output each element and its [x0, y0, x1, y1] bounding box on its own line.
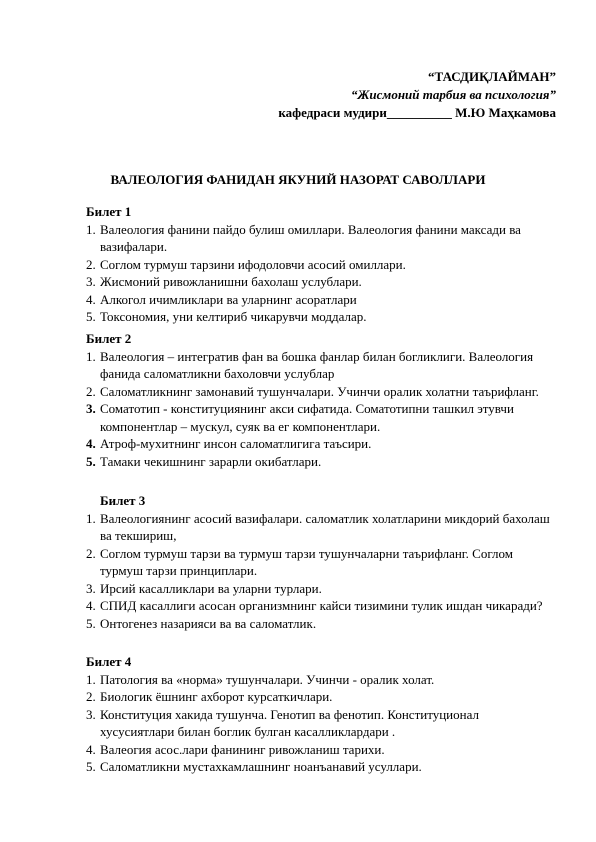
- question-list: [86, 221, 556, 326]
- question-text: Валеологиянинг асосий вазифалари. саломатлик холатларини микдорий бахолаш ва текшириш,: [100, 510, 550, 543]
- question-item: [86, 383, 556, 401]
- question-text: Соглом турмуш тарзи ва турмуш тарзи тушунчаларни таърифланг. Соглом турмуш тарзи принциплари.: [100, 545, 513, 578]
- question-number: 5.: [86, 309, 96, 324]
- ticket-3: [86, 492, 556, 632]
- question-list: [86, 348, 556, 471]
- question-text: Биологик ёшнинг ахборот курсаткичлари.: [100, 689, 333, 704]
- question-text: Валеология – интегратив фан ва бошка фанлар билан богликлиги. Валеология фанида саломатликни бахоловчи услублар: [100, 348, 534, 381]
- question-text: Жисмоний ривожланишни бахолаш услублари.: [100, 274, 362, 289]
- question-text: Алкогол ичимликлари ва уларнинг асоратлари: [100, 291, 357, 307]
- question-item: [86, 348, 556, 383]
- question-number: 2.: [86, 383, 96, 399]
- question-number: 2.: [86, 256, 96, 272]
- question-number: 4.: [86, 741, 96, 757]
- question-text: СПИД касаллиги асосан организмнинг кайси тизимини тулик ишдан чикаради?: [100, 598, 543, 613]
- ticket-2: [86, 330, 556, 470]
- question-item: [86, 291, 556, 309]
- approval-block: [278, 68, 556, 122]
- question-item: [86, 741, 556, 759]
- question-item: [86, 256, 556, 274]
- question-number: 2.: [86, 689, 96, 704]
- question-number: 3.: [86, 706, 96, 722]
- question-text: Токсономия, уни келтириб чикарувчи моддалар.: [100, 309, 367, 324]
- question-number: 5.: [86, 759, 96, 774]
- question-item: [86, 688, 556, 706]
- question-number: 3.: [86, 401, 96, 416]
- question-item: [86, 510, 556, 545]
- question-item: [86, 671, 556, 689]
- question-item: [86, 597, 556, 615]
- question-text: Тамаки чекишнинг зарарли окибатлари.: [100, 453, 322, 469]
- approval-stamp-line: “ТАСДИҚЛАЙМАН”: [428, 69, 556, 84]
- question-item: [86, 545, 556, 580]
- approval-head-signature-line: кафедраси мудири__________ М.Ю Маҳкамова: [278, 105, 556, 120]
- ticket-1: [86, 203, 556, 326]
- question-number: 4.: [86, 291, 96, 307]
- question-text: Соматотип - конституциянинг акси сифатида. Соматотипни ташкил этувчи компонентлар – мускул, суяк ва ег компонентлари.: [100, 401, 514, 434]
- approval-department-line: “Жисмоний тарбия ва психология”: [351, 87, 556, 102]
- question-number: 5.: [86, 453, 96, 469]
- question-item: [86, 615, 556, 633]
- question-item: [86, 453, 556, 471]
- question-text: Саломатликни мустахкамлашнинг ноанъанавий усуллари.: [100, 759, 422, 774]
- question-text: Ирсий касалликлари ва уларни турлари.: [100, 580, 322, 596]
- ticket-title: Билет 3: [100, 493, 146, 508]
- ticket-title: Билет 2: [86, 331, 132, 346]
- question-text: Соглом турмуш тарзини ифодоловчи асосий омиллари.: [100, 256, 406, 272]
- question-item: [86, 273, 556, 291]
- question-item: [86, 308, 556, 326]
- question-text: Атроф-мухитнинг инсон саломатлигига таъсири.: [100, 436, 372, 451]
- question-text: Валеогия асос.лари фанининг ривожланиш тарихи.: [100, 741, 385, 757]
- document-title: ВАЛЕОЛОГИЯ ФАНИДАН ЯКУНИЙ НАЗОРАТ САВОЛЛАРИ: [110, 172, 486, 187]
- question-text: Саломатликнинг замонавий тушунчалари. Учинчи оралик холатни таърифланг.: [100, 383, 539, 399]
- question-number: 1.: [86, 348, 96, 364]
- question-item: [86, 580, 556, 598]
- question-number: 2.: [86, 545, 96, 561]
- question-number: 5.: [86, 615, 96, 631]
- ticket-4: [86, 653, 556, 776]
- question-item: [86, 435, 556, 453]
- question-text: Патология ва «норма» тушунчалари. Учинчи - оралик холат.: [100, 671, 435, 687]
- question-number: 3.: [86, 274, 96, 289]
- question-number: 3.: [86, 580, 96, 596]
- question-text: Конституция хакида тушунча. Генотип ва фенотип. Конституционал хусусиятлари билан боглик булган касалликлардари .: [100, 706, 479, 739]
- question-number: 1.: [86, 510, 96, 526]
- question-text: Онтогенез назарияси ва ва саломатлик.: [100, 615, 317, 631]
- question-item: [86, 221, 556, 256]
- question-number: 1.: [86, 221, 96, 237]
- question-item: [86, 706, 556, 741]
- question-number: 1.: [86, 671, 96, 687]
- question-list: [86, 510, 556, 633]
- ticket-title: Билет 4: [86, 654, 132, 669]
- question-number: 4.: [86, 436, 96, 451]
- ticket-title: Билет 1: [86, 204, 132, 219]
- question-item: [86, 400, 556, 435]
- question-number: 4.: [86, 598, 96, 613]
- question-item: [86, 758, 556, 776]
- question-text: Валеология фанини пайдо булиш омиллари. Валеология фанини максади ва вазифалари.: [100, 221, 521, 254]
- question-list: [86, 671, 556, 776]
